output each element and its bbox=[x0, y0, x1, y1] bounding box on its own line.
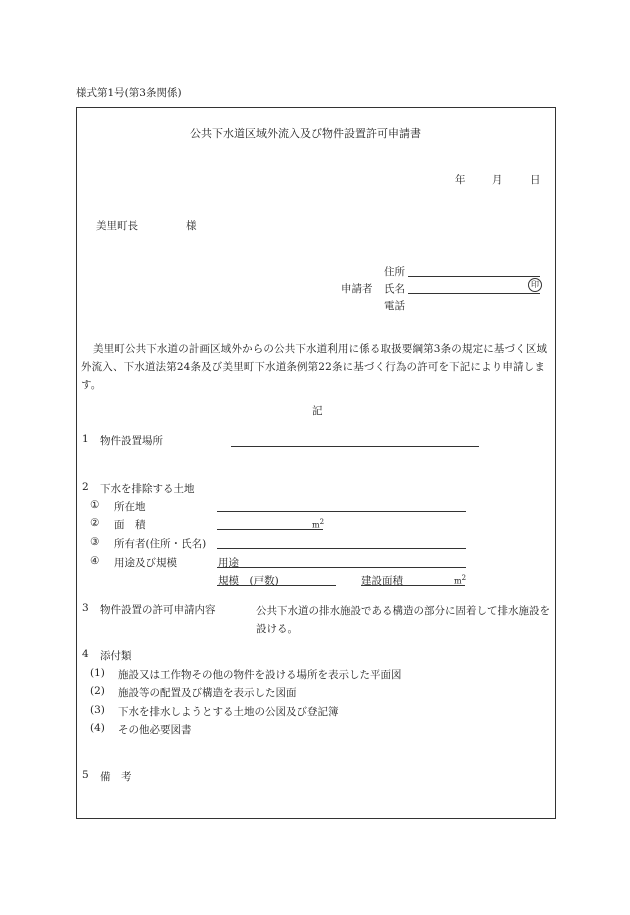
item3-content: 公共下水道の排水施設である構造の部分に固着して排水施設を設ける。 bbox=[256, 605, 550, 635]
date-day-label: 日 bbox=[530, 174, 541, 186]
item2-sub3-line[interactable] bbox=[217, 548, 466, 549]
item2-sub4-scale-label: 規模 (戸数) bbox=[218, 575, 279, 587]
item2-sub1-line[interactable] bbox=[217, 511, 466, 512]
item2-sub4-area-label: 建設面積 bbox=[361, 575, 403, 587]
item2-number: 2 bbox=[82, 481, 89, 493]
item2-sub4-number: ④ bbox=[90, 555, 100, 567]
addressee-honorific: 様 bbox=[186, 220, 197, 232]
attachment-text: 施設又は工作物その他の物件を設ける場所を表示した平面図 bbox=[118, 669, 402, 681]
item2-sub4-area-line[interactable] bbox=[361, 585, 465, 586]
attachment-text: その他必要図書 bbox=[118, 724, 192, 736]
item2-sub3-label: 所有者(住所・氏名) bbox=[114, 538, 207, 550]
item2-sub4-use-line[interactable] bbox=[217, 567, 466, 568]
applicant-phone-label: 電話 bbox=[384, 300, 405, 312]
item2-sub2-number: ② bbox=[90, 517, 100, 529]
item2-sub2-line[interactable] bbox=[217, 529, 323, 530]
item5-label: 備 考 bbox=[100, 771, 132, 783]
seal-mark: 印 bbox=[528, 278, 542, 292]
item2-sub1-number: ① bbox=[90, 499, 100, 511]
item2-sub3-number: ③ bbox=[90, 536, 100, 548]
form-title: 公共下水道区域外流入及び物件設置許可申請書 bbox=[190, 127, 421, 140]
item4-label: 添付類 bbox=[100, 650, 132, 662]
attachment-number: (4) bbox=[90, 722, 105, 734]
item4-number: 4 bbox=[82, 648, 89, 660]
attachment-number: (1) bbox=[90, 667, 105, 679]
item3-label: 物件設置の許可申請内容 bbox=[100, 604, 216, 616]
applicant-address-label: 住所 bbox=[384, 266, 405, 278]
application-statement: 美里町公共下水道の計画区域外からの公共下水道利用に係る取扱要綱第3条の規定に基づく区域外流入、下水道法第24条及び美里町下水道条例第22条に基づく行為の許可を下記により申請します。 bbox=[81, 343, 548, 391]
applicant-address-line[interactable] bbox=[408, 276, 540, 277]
item1-number: 1 bbox=[82, 433, 89, 445]
item1-field-line[interactable] bbox=[231, 446, 479, 447]
date-month-label: 月 bbox=[492, 174, 503, 186]
applicant-name-label: 氏名 bbox=[384, 283, 405, 295]
item2-sub2-label: 面 積 bbox=[114, 519, 146, 531]
attachment-number: (2) bbox=[90, 685, 105, 697]
item1-label: 物件設置場所 bbox=[100, 435, 163, 447]
item2-sub2-unit: m2 bbox=[312, 518, 325, 530]
item3-number: 3 bbox=[82, 602, 89, 614]
form-number: 様式第1号(第3条関係) bbox=[76, 87, 182, 99]
item2-label: 下水を排除する土地 bbox=[100, 483, 195, 495]
item2-sub4-unit: m2 bbox=[454, 574, 467, 586]
item5-number: 5 bbox=[82, 769, 89, 781]
addressee-name: 美里町長 bbox=[96, 220, 138, 232]
ki-heading: 記 bbox=[312, 405, 323, 417]
applicant-name-line[interactable] bbox=[408, 293, 540, 294]
applicant-role-label: 申請者 bbox=[341, 283, 373, 295]
attachment-number: (3) bbox=[90, 704, 105, 716]
item2-sub1-label: 所在地 bbox=[114, 501, 146, 513]
date-year-label: 年 bbox=[455, 174, 466, 186]
item2-sub4-label: 用途及び規模 bbox=[114, 557, 177, 569]
item2-sub4-scale-line[interactable] bbox=[217, 585, 336, 586]
attachment-text: 施設等の配置及び構造を表示した図面 bbox=[118, 687, 297, 699]
attachment-text: 下水を排水しようとする土地の公図及び登記簿 bbox=[118, 706, 339, 718]
item2-sub4-use-label: 用途 bbox=[218, 557, 239, 569]
